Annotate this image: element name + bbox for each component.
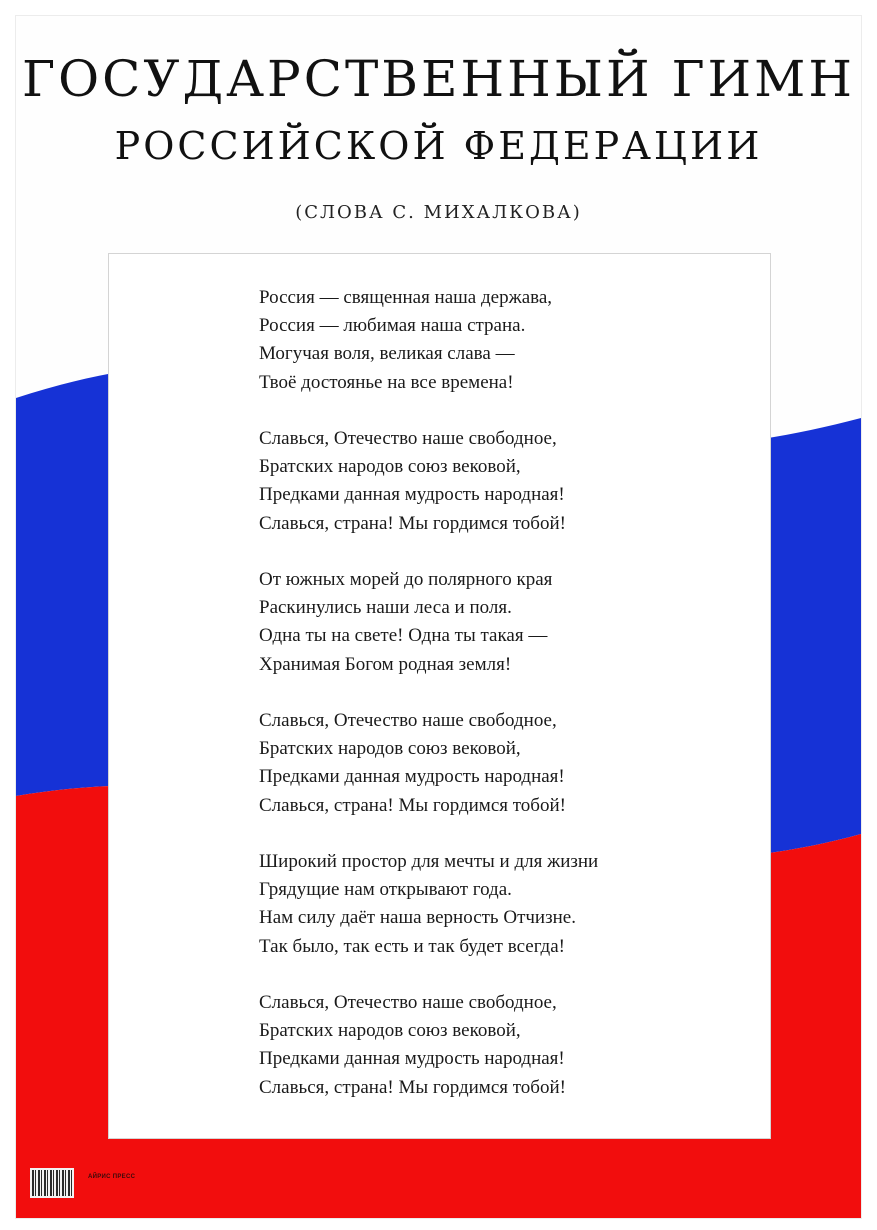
lyric-line: Могучая воля, великая слава —: [259, 343, 515, 365]
author-subtitle: (СЛОВА С. МИХАЛКОВА): [295, 202, 582, 223]
page-title-line1: ГОСУДАРСТВЕННЫЙ ГИМН: [22, 50, 855, 108]
lyric-line: Широкий простор для мечты и для жизни: [259, 851, 599, 872]
lyric-line: Россия — любимая наша страна.: [259, 315, 526, 337]
lyric-line: Так было, так есть и так будет всегда!: [259, 935, 565, 957]
footer-strip: [16, 1158, 861, 1208]
lyrics-panel: [109, 254, 770, 1138]
page-title-line2: РОССИЙСКОЙ ФЕДЕРАЦИИ: [114, 124, 763, 168]
lyric-line: Нам силу даёт наша верность Отчизне.: [259, 907, 576, 929]
lyric-line: Славься, Отечество наше свободное,: [259, 710, 557, 731]
lyric-line: Славься, Отечество наше свободное,: [259, 992, 557, 1013]
lyric-line: Братских народов союз вековой,: [259, 1020, 521, 1042]
lyric-line: Грядущие нам открывают года.: [259, 879, 512, 901]
stanza: [259, 425, 598, 538]
lyric-line: Раскинулись наши леса и поля.: [259, 597, 512, 619]
lyric-line: Предками данная мудрость народная!: [259, 484, 565, 506]
lyric-line: Славься, Отечество наше свободное,: [259, 428, 557, 449]
imprint-fine-print: [88, 1192, 848, 1200]
lyric-line: Славься, страна! Мы гордимся тобой!: [259, 1076, 566, 1098]
publisher-logo: АЙРИС ПРЕСС: [88, 1174, 136, 1180]
lyric-line: Хранимая Богом родная земля!: [259, 653, 512, 675]
anthem-poster: [16, 16, 861, 1218]
lyric-line: Предками данная мудрость народная!: [259, 766, 565, 788]
stanza: [259, 848, 598, 961]
lyric-line: Славься, страна! Мы гордимся тобой!: [259, 794, 566, 816]
lyric-line: Предками данная мудрость народная!: [259, 1048, 565, 1070]
lyric-line: Братских народов союз вековой,: [259, 738, 521, 760]
lyric-line: Братских народов союз вековой,: [259, 456, 521, 478]
lyrics-text: [259, 284, 598, 1130]
stanza: [259, 566, 598, 679]
stanza: [259, 284, 598, 397]
lyric-line: Россия — священная наша держава,: [259, 287, 553, 308]
stanza: [259, 707, 598, 820]
lyric-line: Славься, страна! Мы гордимся тобой!: [259, 512, 566, 534]
lyric-line: Одна ты на свете! Одна ты такая —: [259, 625, 548, 647]
lyric-line: Твоё достоянье на все времена!: [259, 371, 514, 393]
stanza: [259, 989, 598, 1102]
lyric-line: От южных морей до полярного края: [259, 569, 553, 590]
barcode-icon: [32, 1170, 72, 1196]
